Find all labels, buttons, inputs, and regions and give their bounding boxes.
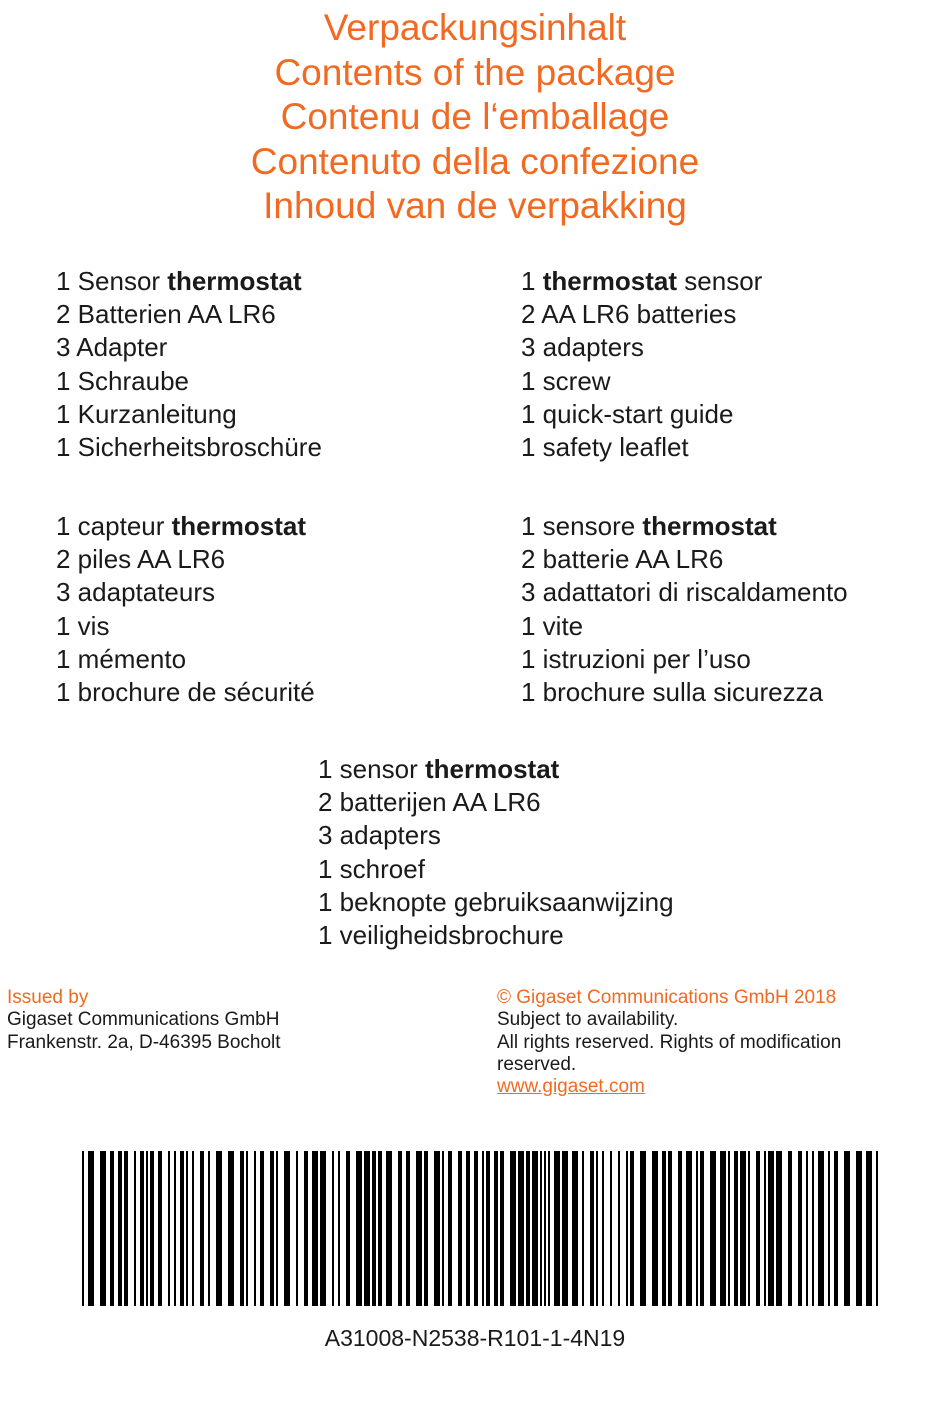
title-german: Verpackungsinhalt <box>323 7 627 48</box>
list-item: 1 sensore thermostat <box>521 511 777 541</box>
barcode-bar <box>554 1151 560 1306</box>
barcode-bar <box>254 1151 256 1306</box>
website-link[interactable]: www.gigaset.com <box>497 1076 645 1098</box>
barcode-bar <box>296 1151 298 1306</box>
list-item: 1 safety leaflet <box>521 432 689 463</box>
list-item: 3 Adapter <box>56 332 168 363</box>
barcode-bar <box>246 1151 248 1306</box>
barcode-bar <box>856 1151 862 1306</box>
list-item: 1 sensor thermostat <box>318 754 560 784</box>
title-block <box>0 6 950 229</box>
list-item: 3 adaptateurs <box>56 577 216 608</box>
barcode-bar <box>828 1151 830 1306</box>
barcode-bar <box>320 1151 326 1306</box>
barcode-bar <box>544 1151 546 1306</box>
list-item: 2 batterijen AA LR6 <box>318 787 541 818</box>
barcode-bar <box>186 1151 188 1306</box>
barcode-bar <box>610 1151 612 1306</box>
barcode-bar <box>458 1151 462 1306</box>
barcode-bar <box>818 1151 824 1306</box>
barcode-bar <box>466 1151 470 1306</box>
article-number: A31008-N2538-R101-1-4N19 <box>324 1325 626 1351</box>
barcode-bar <box>168 1151 170 1306</box>
barcode <box>82 1151 878 1306</box>
barcode-bar <box>686 1151 692 1306</box>
list-item: 2 batterie AA LR6 <box>521 544 724 575</box>
barcode-bar <box>406 1151 410 1306</box>
barcode-bar <box>372 1151 376 1306</box>
product-name: thermostat <box>424 754 560 784</box>
list-item: 1 istruzioni per l’uso <box>521 643 751 674</box>
barcode-bar <box>200 1151 204 1306</box>
barcode-bar <box>866 1151 872 1306</box>
barcode-bar <box>82 1151 84 1306</box>
barcode-bar <box>798 1151 802 1306</box>
barcode-bar <box>118 1151 122 1306</box>
issued-by-label: Issued by <box>7 987 89 1008</box>
package-contents-dutch <box>318 753 674 952</box>
barcode-bar <box>756 1151 760 1306</box>
barcode-bar <box>526 1151 530 1306</box>
legal-info <box>497 987 917 1098</box>
product-name: thermostat <box>167 266 302 296</box>
barcode-bar <box>158 1151 162 1306</box>
barcode-bar <box>532 1151 538 1306</box>
barcode-bar <box>228 1151 234 1306</box>
barcode-bar <box>652 1151 658 1306</box>
list-item: 1 veiligheidsbrochure <box>318 920 564 951</box>
list-item: 1 brochure sulla sicurezza <box>521 677 824 708</box>
list-item: 1 Schraube <box>56 365 189 396</box>
list-item: 2 Batterien AA LR6 <box>56 299 276 330</box>
barcode-bar <box>764 1151 766 1306</box>
list-item: 1 thermostat sensor <box>521 266 763 296</box>
title-french: Contenu de l‘emballage <box>280 96 670 137</box>
barcode-bar <box>174 1151 176 1306</box>
list-item: 1 vite <box>521 610 584 641</box>
barcode-bar <box>386 1151 392 1306</box>
barcode-bar <box>124 1151 128 1306</box>
barcode-bar <box>768 1151 774 1306</box>
barcode-bar <box>448 1151 452 1306</box>
issuer-name: Gigaset Communications GmbH <box>7 1009 280 1031</box>
barcode-bar <box>442 1151 444 1306</box>
barcode-bar <box>582 1151 584 1306</box>
barcode-bar <box>776 1151 782 1306</box>
barcode-bar <box>596 1151 598 1306</box>
barcode-bar <box>678 1151 682 1306</box>
rights-notice-line-1: All rights reserved. Rights of modification <box>497 1031 842 1053</box>
barcode-bar <box>150 1151 154 1306</box>
barcode-bar <box>626 1151 628 1306</box>
barcode-bar <box>192 1151 194 1306</box>
barcode-bar <box>728 1151 730 1306</box>
list-item: 1 Sensor thermostat <box>56 266 302 296</box>
barcode-bar <box>720 1151 726 1306</box>
list-item: 1 brochure de sécurité <box>56 677 315 708</box>
barcode-bar <box>618 1151 620 1306</box>
product-name: thermostat <box>642 511 777 541</box>
barcode-bar <box>398 1151 402 1306</box>
barcode-bar <box>734 1151 738 1306</box>
title-italian: Contenuto della confezione <box>250 140 700 182</box>
barcode-bar <box>500 1151 504 1306</box>
barcode-bar <box>208 1151 210 1306</box>
barcode-bar <box>134 1151 136 1306</box>
barcode-bar <box>270 1151 274 1306</box>
barcode-bar <box>88 1151 94 1306</box>
barcode-bar <box>378 1151 382 1306</box>
barcode-bar <box>806 1151 808 1306</box>
barcode-bar <box>510 1151 516 1306</box>
barcode-bar <box>356 1151 362 1306</box>
list-item: 3 adattatori di riscaldamento <box>521 577 848 608</box>
barcode-bar <box>572 1151 578 1306</box>
availability-notice: Subject to availability. <box>497 1009 679 1031</box>
barcode-bar <box>876 1151 878 1306</box>
barcode-bar <box>474 1151 478 1306</box>
barcode-bar <box>482 1151 484 1306</box>
barcode-bar <box>100 1151 106 1306</box>
barcode-bar <box>812 1151 814 1306</box>
barcode-bar <box>276 1151 278 1306</box>
issuer-address: Frankenstr. 2a, D-46395 Bocholt <box>7 1031 281 1053</box>
barcode-bar <box>748 1151 750 1306</box>
product-name: thermostat <box>171 511 306 541</box>
barcode-bar <box>662 1151 666 1306</box>
barcode-bar <box>110 1151 114 1306</box>
barcode-bar <box>146 1151 148 1306</box>
barcode-bar <box>346 1151 350 1306</box>
barcode-bar <box>304 1151 308 1306</box>
list-item: 1 capteur thermostat <box>56 511 306 541</box>
list-item: 1 schroef <box>318 853 425 884</box>
barcode-bar <box>548 1151 550 1306</box>
barcode-bar <box>312 1151 318 1306</box>
issuer-info <box>7 987 427 1054</box>
barcode-bar <box>740 1151 746 1306</box>
barcode-bar <box>180 1151 184 1306</box>
barcode-bar <box>284 1151 290 1306</box>
barcode-bar <box>788 1151 792 1306</box>
barcode-bar <box>486 1151 490 1306</box>
barcode-bar <box>416 1151 422 1306</box>
title-dutch: Inhoud van de verpakking <box>263 185 687 226</box>
package-contents-italian <box>521 510 848 709</box>
barcode-bar <box>424 1151 428 1306</box>
rights-notice-line-2: reserved. <box>497 1053 577 1075</box>
barcode-bar <box>844 1151 850 1306</box>
package-contents-french <box>56 510 315 709</box>
barcode-bar <box>710 1151 716 1306</box>
list-item: 1 screw <box>521 365 611 396</box>
barcode-bar <box>590 1151 594 1306</box>
list-item: 1 vis <box>56 610 110 641</box>
barcode-bar <box>696 1151 698 1306</box>
barcode-bar <box>602 1151 604 1306</box>
copyright-notice: © Gigaset Communications GmbH 2018 <box>497 987 837 1008</box>
list-item: 1 beknopte gebruiksaanwijzing <box>318 886 674 917</box>
product-name: thermostat <box>542 266 678 296</box>
barcode-bar <box>562 1151 568 1306</box>
list-item: 1 Kurzanleitung <box>56 398 237 429</box>
list-item: 2 piles AA LR6 <box>56 544 226 575</box>
barcode-bar <box>338 1151 340 1306</box>
barcode-bar <box>260 1151 264 1306</box>
barcode-bar <box>494 1151 498 1306</box>
title-english: Contents of the package <box>274 51 676 93</box>
list-item: 2 AA LR6 batteries <box>521 299 737 330</box>
barcode-bar <box>630 1151 634 1306</box>
barcode-bar <box>216 1151 222 1306</box>
barcode-bar <box>140 1151 144 1306</box>
package-contents-german <box>56 265 322 464</box>
barcode-bar <box>240 1151 244 1306</box>
barcode-bar <box>434 1151 440 1306</box>
barcode-bar <box>640 1151 646 1306</box>
barcode-bar <box>668 1151 672 1306</box>
barcode-bar <box>518 1151 524 1306</box>
barcode-bar <box>700 1151 704 1306</box>
list-item: 1 Sicherheitsbroschüre <box>56 432 322 463</box>
list-item: 1 quick-start guide <box>521 398 734 429</box>
package-contents-english <box>521 265 762 464</box>
list-item: 3 adapters <box>318 820 441 851</box>
list-item: 3 adapters <box>521 332 644 363</box>
barcode-bar <box>332 1151 334 1306</box>
barcode-bar <box>364 1151 370 1306</box>
list-item: 1 mémento <box>56 643 187 674</box>
barcode-bar <box>540 1151 542 1306</box>
barcode-bar <box>834 1151 838 1306</box>
